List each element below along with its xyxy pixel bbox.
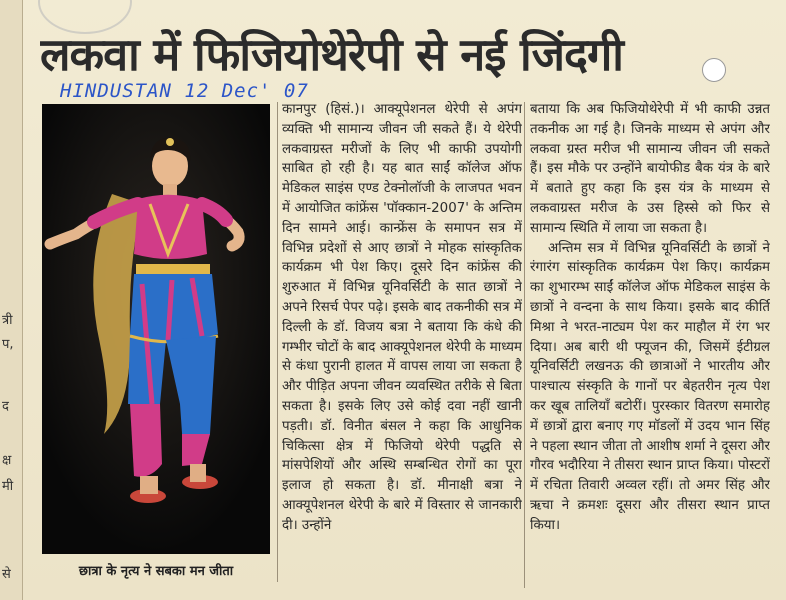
adjacent-article-strip — [0, 0, 23, 600]
article-column-1 — [282, 100, 522, 588]
handwritten-note: HINDUSTAN 12 Dec' 07 — [60, 80, 309, 102]
fragment-text: क्ष — [2, 453, 12, 468]
dancer-photo — [42, 104, 270, 554]
column-2-paragraph-2: अन्तिम सत्र में विभिन्न यूनिवर्सिटी के छात्रों ने रंगारंग सांस्कृतिक कार्यक्रम पेश किए। कार्यक्रम का शुभारम्भ साईं कॉलेज ऑफ मेडिकल साइंस के छात्रों ने वन्दना के साथ किया। इसके बाद कीर्ति मिश्रा ने भरत-नाट्यम पेश कर माहौल में रंग भर दिया। अब बारी थी फ्यूजन की, जिसमें ईटीग्रल यूनिवर्सिटी लखनऊ की छात्राओं ने भारतीय और पाश्चात्य संस्कृति के गानों पर बेहतरीन नृत्य पेश कर खूब तालियाँ बटोरीं। पुरस्कार वितरण समारोह में छात्रों द्वारा बनाए गए मॉडलों में उदय भान सिंह ने पहला स्थान जीता तो आशीष शर्मा ने दूसरा और गौरव भदौरिया ने तीसरा स्थान प्राप्त किया। पोस्टरों में रचिता तिवारी अव्वल रहीं। तो अमर सिंह और ऋचा ने क्रमशः दूसरा और तीसरा स्थान प्राप्त किया। — [530, 240, 770, 533]
fragment-text: से — [2, 567, 11, 582]
fragment-text: द — [2, 399, 9, 414]
column-1-text: कानपुर (हिसं.)। आक्यूपेशनल थेरेपी से अपंग व्यक्ति भी सामान्य जीवन जी सकते हैं। ये थेरेपी लकवाग्रस्त मरीजों के लिए भी काफी उपयोगी साबित हो रही है। यह बात साईं कॉलेज ऑफ मेडिकल साइंस एण्ड टेक्नोलॉजी के लाजपत भवन में आयोजित कांफ्रेंस 'पॉक्कान-2007' के अन्तिम दिन सामने आई। कान्फ्रेंस के समापन सत्र में विभिन्न प्रदेशों से आए छात्रों ने मोहक सांस्कृतिक कार्यक्रम भी पेश किए। दूसरे दिन कांफ्रेंस की शुरुआत में विभिन्न यूनिवर्सिटी के सात छात्रों ने अपने रिसर्च पेपर पढ़े। इसके बाद तकनीकी सत्र में दिल्ली के डॉ. विजय बत्रा ने बताया कि कंधे की गम्भीर चोटों के बाद आक्यूपेशनल थेरेपी के माध्यम से कंधा पुरानी हालत में वापस लाया जा सकता है और पीड़ित अपना जीवन व्यवस्थित तरीके से बिता सकता है। इसके लिए उसे कोई दवा नहीं खानी पड़ती। डॉ. विनीत बंसल ने कहा कि आधुनिक चिकित्सा क्षेत्र में फिजियो थेरेपी पद्धति से मांसपेशियों और अस्थि सम्बन्धित रोगों का पूरा इलाज हो सकता है। डॉ. मीनाक्षी बत्रा ने आक्यूपेशनल थेरेपी के बारे में विस्तार से जानकारी दी। उन्होंने — [282, 102, 522, 533]
photo-caption: छात्रा के नृत्य ने सबका मन जीता — [78, 564, 234, 579]
headline: लकवा में फिजियोथेरेपी से नई जिंदगी — [40, 28, 623, 81]
column-divider — [277, 102, 278, 582]
punch-hole — [702, 58, 726, 82]
column-divider — [524, 102, 525, 588]
fragment-text: प, — [2, 337, 14, 352]
fragment-text: त्री — [2, 313, 13, 328]
column-2-paragraph-1: बताया कि अब फिजियोथेरेपी में भी काफी उन्नत तकनीक आ गई है। जिनके माध्यम से अपंग और लकवा ग्रस्त मरीज भी सामान्य जीवन जी सकते हैं। इस मौके पर उन्होंने बायोफीड बैक यंत्र के बारे में बताते हुए कहा कि इस यंत्र के माध्यम से लकवाग्रस्त मरीज के उस हिस्से को फिर से सामान्य स्थिति में लाया जा सकता है। — [530, 102, 770, 236]
article-column-2 — [530, 100, 770, 594]
fragment-text: मी — [2, 479, 14, 494]
dancer-illustration — [42, 104, 270, 554]
